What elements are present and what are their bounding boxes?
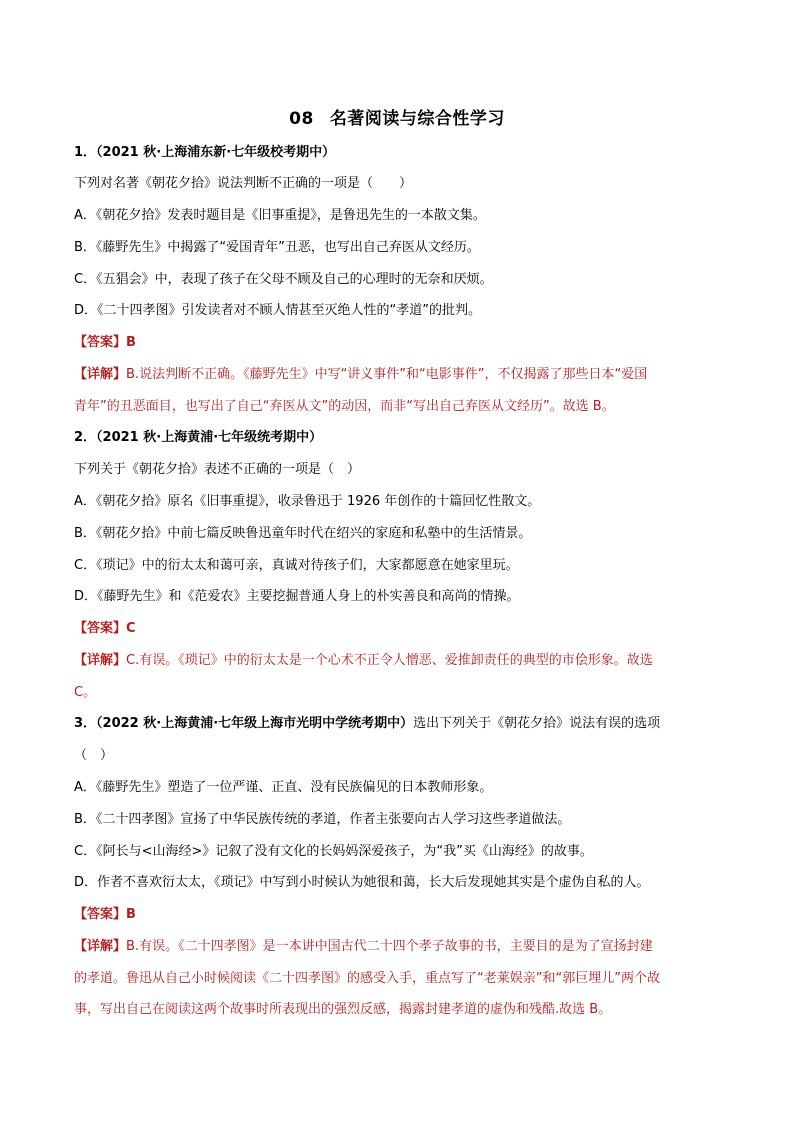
question-3-explanation (74, 937, 653, 957)
question-1-option-d: D．《二十四孝图》引发读者对不顾人情甚至灭绝人性的“孝道”的批判。 (74, 303, 481, 318)
question-3-source: 3．（2022 秋·上海黄浦·七年级上海市光明中学统考期中） (74, 716, 414, 731)
question-3-prompt: 选出下列关于《朝花夕拾》说法有误的选项 (413, 716, 661, 731)
question-2-explanation-cont: C。 (74, 685, 97, 700)
question-1-header: 1．（2021 秋·上海浦东新·七年级校考期中） (74, 145, 336, 160)
question-1-option-b: B．《藤野先生》中揭露了“爱国青年”丑恶，也写出自己弃医从文经历。 (74, 240, 480, 255)
question-2-header: 2．（2021 秋·上海黄浦·七年级统考期中） (74, 430, 323, 445)
explanation-line-1: B.有误。《二十四孝图》是一本讲中国古代二十四个孝子故事的书，主要目的是为了宣扬封建 (126, 939, 653, 954)
question-3-option-c: C．《阿长与<山海经>》记叙了没有文化的长妈妈深爱孩子，为“我”买《山海经》的故事。 (74, 844, 593, 859)
page-title (0, 104, 794, 129)
explanation-line-1: C.有误。《琐记》中的衍太太是一个心术不正令人憎恶、爱推卸责任的典型的市侩形象。故选 (126, 653, 653, 668)
question-2-option-a: A．《朝花夕拾》原名《旧事重提》，收录鲁迅于 1926 年创作的十篇回忆性散文。 (74, 494, 541, 509)
question-1-stem: 下列对名著《朝花夕拾》说法判断不正确的一项是（ ） (74, 176, 413, 191)
explanation-tag: 【详解】 (74, 653, 127, 668)
question-1-option-a: A．《朝花夕拾》发表时题目是《旧事重提》，是鲁迅先生的一本散文集。 (74, 208, 486, 223)
question-3-explanation-cont-2: 事，写出自己在阅读这两个故事时所表现出的强烈反感，揭露封建孝道的虚伪和残酷.故选 B。 (74, 1002, 612, 1017)
question-3-header (74, 714, 660, 734)
explanation-line-1: B.说法判断不正确。《藤野先生》中写“讲义事件”和“电影事件”，不仅揭露了那些日本“爱国 (126, 367, 648, 382)
question-1-explanation-cont: 青年”的丑恶面目，也写出了自己“弃医从文”的动因，而非“写出自己弃医从文经历”。故选 B。 (74, 399, 615, 414)
question-3-option-d: D．作者不喜欢衍太太，《琐记》中写到小时候认为她很和蔼，长大后发现她其实是个虚伪自私的人。 (74, 875, 650, 890)
question-2-option-c: C．《琐记》中的衍太太和蔼可亲，真诚对待孩子们，大家都愿意在她家里玩。 (74, 558, 519, 573)
question-3-explanation-cont-1: 的孝道。鲁迅从自己小时候阅读《二十四孝图》的感受入手，重点写了“老莱娱亲”和“郭巨埋儿”两个故 (74, 971, 660, 986)
question-3-option-b: B．《二十四孝图》宣扬了中华民族传统的孝道，作者主张要向古人学习这些孝道做法。 (74, 812, 571, 827)
question-1-answer: 【答案】B (74, 335, 136, 350)
explanation-tag: 【详解】 (74, 939, 127, 954)
question-2-option-b: B．《朝花夕拾》中前七篇反映鲁迅童年时代在绍兴的家庭和私塾中的生活情景。 (74, 526, 532, 541)
question-2-explanation (74, 651, 653, 671)
question-3-answer: 【答案】B (74, 907, 136, 922)
question-1-option-c: C．《五猖会》中，表现了孩子在父母不顾及自己的心理时的无奈和厌烦。 (74, 272, 493, 287)
explanation-tag: 【详解】 (74, 367, 127, 382)
question-2-answer: 【答案】C (74, 621, 136, 636)
question-2-stem: 下列关于《朝花夕拾》表述不正确的一项是（ ） (74, 462, 361, 477)
chapter-number: 08 (289, 109, 314, 129)
question-3-option-a: A．《藤野先生》塑造了一位严谨、正直、没有民族偏见的日本教师形象。 (74, 780, 493, 795)
question-1-explanation (74, 365, 647, 385)
question-2-option-d: D．《藤野先生》和《范爱农》主要挖掘普通人身上的朴实善良和高尚的情操。 (74, 589, 520, 604)
chapter-title: 名著阅读与综合性学习 (329, 109, 505, 129)
question-3-stem: （ ） (74, 748, 114, 763)
